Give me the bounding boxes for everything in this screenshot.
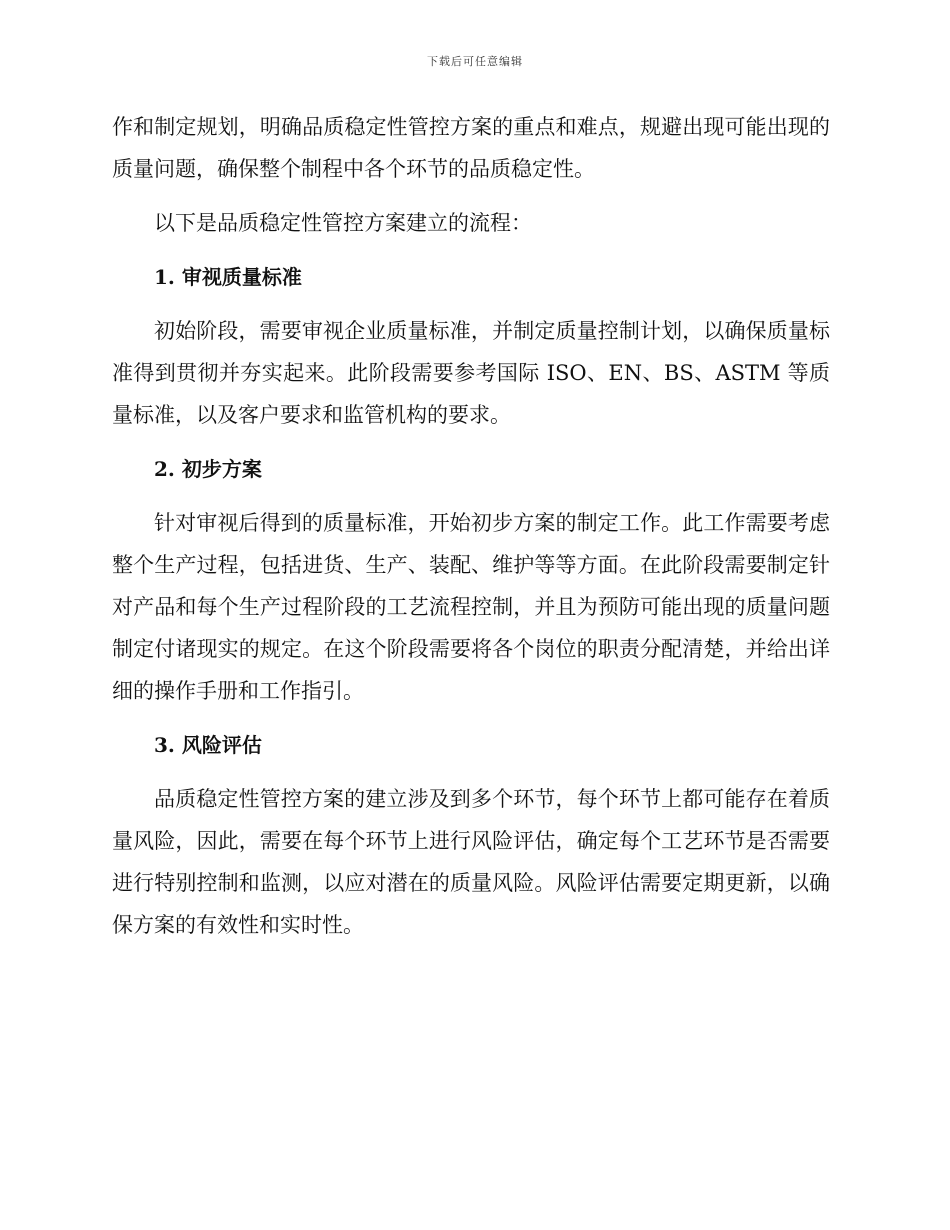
document-body [112,106,830,946]
paragraph-intro: 作和制定规划，明确品质稳定性管控方案的重点和难点，规避出现可能出现的质量问题，确保整个制程中各个环节的品质稳定性。 [112,115,830,181]
section-text-2: 针对审视后得到的质量标准，开始初步方案的制定工作。此工作需要考虑整个生产过程，包括进货、生产、装配、维护等等方面。在此阶段需要制定针对产品和每个生产过程阶段的工艺流程控制，并且为预防可能出现的质量问题制定付诸现实的规定。在这个阶段需要将各个岗位的职责分配清楚，并给出详细的操作手册和工作指引。 [112,511,830,703]
page-header-note: 下载后可任意编辑 [427,55,523,68]
section-heading-2: 2. 初步方案 [154,457,262,481]
section-heading-1: 1. 审视质量标准 [154,265,302,289]
section-heading-3: 3. 风险评估 [154,733,262,757]
section-text-3: 品质稳定性管控方案的建立涉及到多个环节，每个环节上都可能存在着质量风险，因此，需要在每个环节上进行风险评估，确定每个工艺环节是否需要进行特别控制和监测，以应对潜在的质量风险。风险评估需要定期更新，以确保方案的有效性和实时性。 [112,787,830,937]
paragraph-flow: 以下是品质稳定性管控方案建立的流程： [154,211,532,235]
section-text-1: 初始阶段，需要审视企业质量标准，并制定质量控制计划，以确保质量标准得到贯彻并夯实起来。此阶段需要参考国际 ISO、EN、BS、ASTM 等质量标准，以及客户要求和监管机构的要求。 [112,319,830,427]
